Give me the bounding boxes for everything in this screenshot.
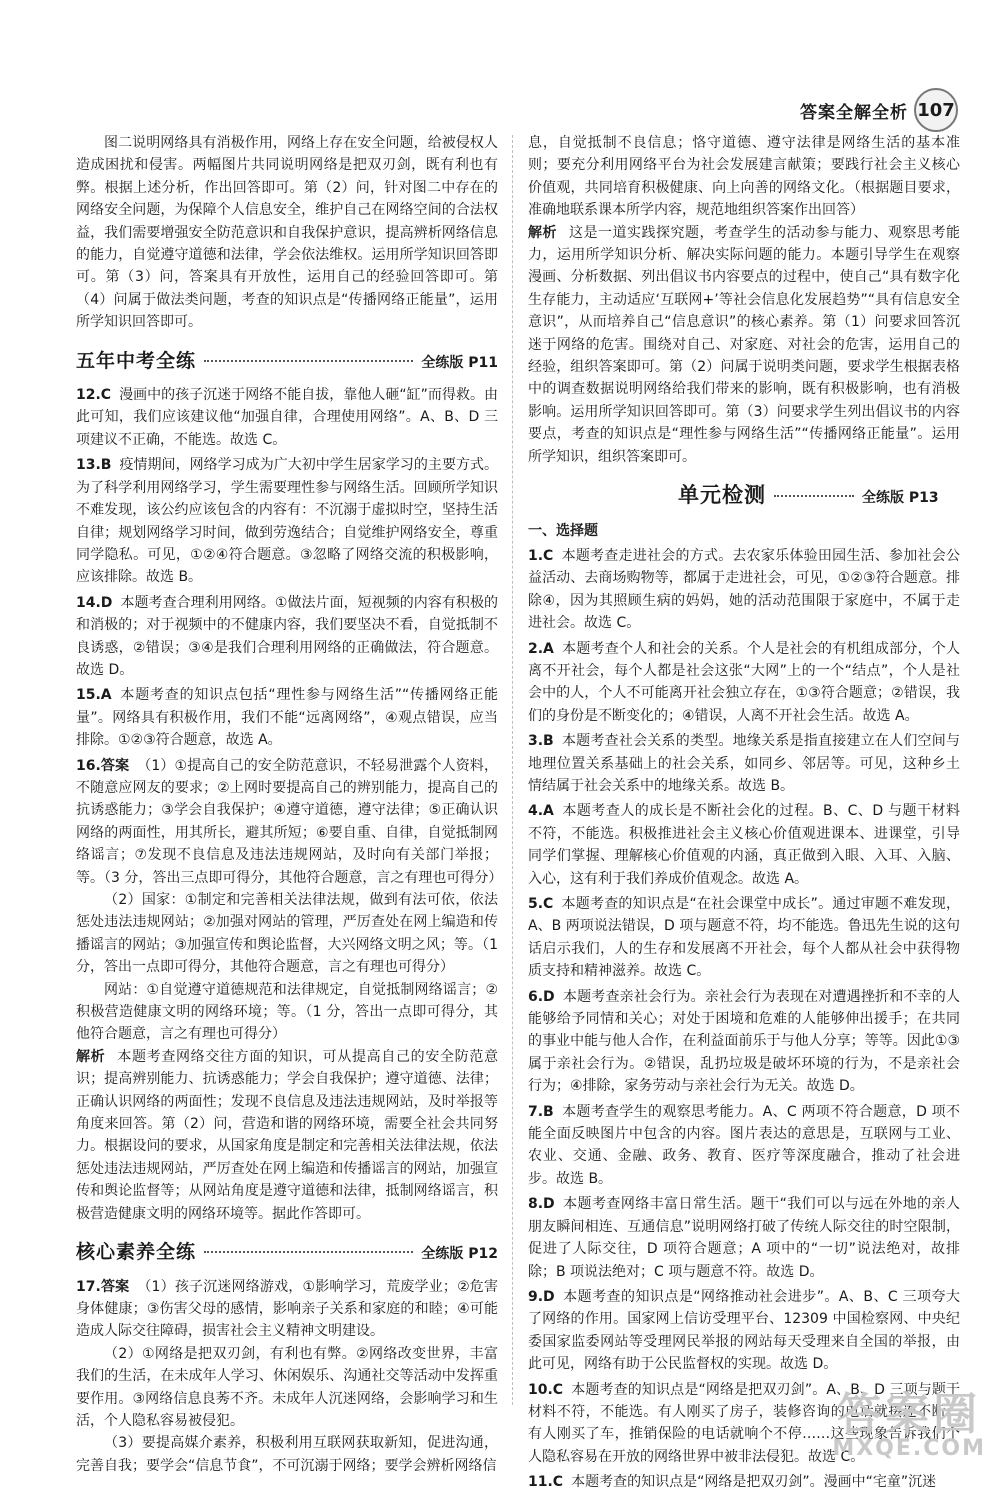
answer-item [76, 384, 498, 451]
dotted-leader [204, 360, 413, 362]
header-title: 答案全解全析 [800, 102, 908, 123]
item-number: 2.A [528, 640, 554, 657]
item-number: 1.C [528, 547, 554, 564]
answer-item [528, 1101, 960, 1191]
answer-part: （2）①网络是把双刃剑，有利也有弊。②网络改变世界，丰富我们的生活，在未成年人学习、休闲娱乐、沟通社交等活动中发挥重要作用。③网络信息良莠不齐。未成年人沉迷网络，会影响学习和生活，个人隐私容易被侵犯。 [76, 1345, 498, 1429]
analysis-tag: 解析 [76, 1048, 106, 1065]
section-title: 核心素养全练 [76, 1241, 197, 1264]
item-number: 16.答案 [76, 757, 130, 774]
answer-item [528, 1193, 960, 1283]
analysis-paragraph [76, 1046, 498, 1225]
watermark-text: 答案圈 [837, 1389, 982, 1440]
answer-item [76, 684, 498, 751]
section-title: 五年中考全练 [76, 349, 197, 372]
item-text: 本题考查学生的观察思考能力。A、C 两项不符合题意，D 项不能全面反映图片中包含的内容。图片表达的意思是，互联网与工业、农业、交通、金融、政务、教育、医疗等深度融合，推动了社会进步。故选 B。 [528, 1103, 960, 1187]
page-number: 107 [914, 88, 958, 132]
left-continuation: 图二说明网络具有消极作用，网络上存在安全问题，给被侵权人造成困扰和侵害。两幅图片共同说明网络是把双刃剑，既有利也有弊。根据上述分析，作出回答即可。第（2）问，针对图二中存在的网络安全问题，为保障个人信息安全，维护自己在网络空间的合法权益，我们需要增强安全防范意识和自我保护意识，提高辨析网络信息的能力，自觉遵守道德和法律，学会依法维权。运用所学知识回答即可。第（3）问，答案具有开放性，运用自己的经验回答即可。第（4）问属于做法类问题，考查的知识点是“传播网络正能量”，运用所学知识回答即可。 [76, 135, 498, 331]
item-text: （1）孩子沉迷网络游戏，①影响学习，荒废学业；②危害身体健康；③伤害父母的感情，影响亲子关系和家庭的和睦；④可能造成人际交往障碍，损害社会主义精神文明建设。 [76, 1278, 498, 1340]
watermark-url: MXQE.COM [832, 1436, 986, 1461]
dotted-leader [204, 1251, 413, 1253]
answer-item [528, 1286, 960, 1376]
item-number: 5.C [528, 896, 554, 912]
section-header-five-year [76, 350, 498, 374]
answer-item [76, 454, 498, 588]
item-text: 本题考查人的成长是不断社会化的过程。B、C、D 与题干材料不符，不能选。积极推进社会主义核心价值观进课本、进课堂，引导同学们掌握、理解核心价值观的内涵，真正做到入眼、入耳、入脑、入心，这有利于我们养成价值观念。故选 A。 [528, 803, 960, 887]
item-number: 7.B [528, 1103, 554, 1120]
right-continuation: 息，自觉抵制不良信息；恪守道德、遵守法律是网络生活的基本准则；要充分利用网络平台为社会发展建言献策；要践行社会主义核心价值观，共同培育积极健康、向上向善的网络文化。（根据题目要求，准确地联系课本所学内容，规范地组织答案作出回答） [528, 135, 960, 219]
item-text: 漫画中的孩子沉迷于网络不能自拔，靠他人砸“缸”而得救。由此可知，我们应该建议他“加强自律，合理使用网络”。A、B、D 三项建议不正确，不能选。故选 C。 [76, 387, 498, 448]
analysis-text: 这是一道实践探究题，考查学生的活动参与能力、观察思考能力，运用所学知识分析、解决实际问题的能力。本题引导学生在观察漫画、分析数据、列出倡议书内容要点的过程中，使自己“具有数字化生存能力，主动适应‘互联网+’等社会信息化发展趋势”“具有信息安全意识”，从而培养自己“信息意识”的核心素养。第（1）问要求回答沉迷于网络的危害。围绕对自己、对家庭、对社会的危害，运用自己的经验，组织答案即可。第（2）问属于说明类问题，要求学生根据表格中的调查数据说明网络给我们带来的影响，既有积极影响，也有消极影响。运用所学知识回答即可。第（3）问要求学生列出倡议书的内容要点，考查的知识点是“理性参与网络生活”“传播网络正能量”。运用所学知识，组织答案即可。 [528, 224, 960, 465]
answer-item [76, 1276, 498, 1343]
column-divider [512, 135, 513, 1405]
dotted-leader [774, 495, 854, 497]
item-text: 本题考查个人和社会的关系。个人是社会的有机组成部分，个人离不开社会，每个人都是社会这张“大网”上的一个“结点”，个人是社会中的人，个人不可能离开社会独立存在，①③符合题意；②错误，我们的身份是不断变化的；④错误，人离不开社会生活。故选 A。 [528, 640, 960, 724]
item-text: 本题考查的知识点包括“理性参与网络生活”“传播网络正能量”。网络具有积极作用，我们不能“远离网络”，④观点错误，应当排除。①②③符合题意，故选 A。 [76, 687, 498, 749]
answer-item [528, 800, 960, 890]
watermark-logo [832, 1378, 986, 1461]
item-number: 17.答案 [76, 1278, 130, 1295]
item-number: 9.D [528, 1288, 555, 1305]
section-header-unit-test [528, 484, 960, 509]
item-number: 14.D [76, 594, 113, 611]
item-text: 本题考查的知识点是“网络是把双刃剑”。A、B、D 三项与题干材料不符，不能选。有人刚买了房子，装修咨询的电话就接连不断；有人刚买了车，推销保险的电话就响个不停……这些现象告诉我们个人隐私容易在开放的网络世界中被非法侵犯。故选 C。 [528, 1381, 960, 1465]
item-number: 3.B [528, 733, 554, 750]
item-number: 4.A [528, 803, 554, 820]
item-text: 本题考查走进社会的方式。去农家乐体验田园生活、参加社会公益活动、去商场购物等，都属于走进社会，可见，①②③符合题意。排除④，因为其照顾生病的妈妈，她的活动范围限于家庭中，不属于走进社会。故选 C。 [528, 547, 960, 632]
answer-part: （2）国家：①制定和完善相关法律法规，做到有法可依，依法惩处违法违规网站；②加强对网站的管理，严厉查处在网上编造和传播谣言的网站；③加强宣传和舆论监督，大兴网络文明之风；等。（1 分，答出一点即可得分，其他符合题意，言之有理也可得分） [76, 892, 498, 976]
item-text: 本题考查合理利用网络。①做法片面，短视频的内容有积极的和消极的；对于视频中的不健康内容，我们要坚决不看，自觉抵制不良诱惑，②错误；③④是我们合理利用网络的正确做法，符合题意。故选 D。 [76, 594, 498, 678]
section-ref: 全练版 P13 [862, 490, 939, 507]
page-header [800, 88, 958, 132]
item-text: 本题考查网络丰富日常生活。题干“我们可以与远在外地的亲人朋友瞬间相连、互通信息”说明网络打破了传统人际交往的时空限制，促进了人际交往，D 项符合题意；A 项中的“一切”说法绝对，故排除；B 项说法绝对；C 项与题意不符。故选 D。 [528, 1196, 960, 1280]
answer-item [76, 592, 498, 682]
answer-item [528, 638, 960, 728]
answer-item [528, 1471, 960, 1493]
item-text: 本题考查的知识点是“在社会课堂中成长”。通过审题不难发现，A、B 两项说法错误，D 项与题意不符，均不能选。鲁迅先生说的这句话启示我们，人的生存和发展离不开社会，每个人都从社会中获得物质支持和精神滋养。故选 C。 [528, 896, 960, 980]
item-text: （1）①提高自己的安全防范意识，不轻易泄露个人资料，不随意应网友的要求；②上网时要提高自己的辨别能力，提高自己的抗诱惑能力；③学会自我保护；④遵守道德，遵守法律；⑤正确认识网络的两面性，用其所长，避其所短；⑥要自重、自律，自觉抵制网络谣言；⑦发现不良信息及违法违规网站，及时向有关部门举报；等。（3 分，答出三点即可得分，其他符合题意，言之有理也可得分） [76, 757, 503, 886]
item-number: 6.D [528, 988, 555, 1005]
section-title: 单元检测 [678, 483, 766, 508]
analysis-text: 本题考查网络交往方面的知识，可从提高自己的安全防范意识；提高辨别能力、抗诱惑能力；学会自我保护；遵守道德、法律；正确认识网络的两面性；发现不良信息及违法违规网站，及时举报等角度来回答。第（2）问，营造和谐的网络环境，需要全社会共同努力。根据设问的要求，从国家角度是制定和完善相关法律法规，依法惩处违法违规网站，严厉查处在网上编造和传播谣言的网站，加强宣传和舆论监督等；从网站角度是遵守道德和法律，抵制网络谣言，积极营造健康文明的网络环境等。据此作答即可。 [76, 1048, 499, 1222]
section-ref: 全练版 P11 [421, 354, 498, 371]
answer-item [76, 755, 503, 889]
item-number: 12.C [76, 387, 112, 404]
item-text: 本题考查的知识点是“网络是把双刃剑”。漫画中“宅童”沉迷 [571, 1474, 937, 1491]
item-number: 10.C [528, 1381, 564, 1398]
answer-item [528, 893, 960, 983]
item-text: 本题考查亲社会行为。亲社会行为表现在对遭遇挫折和不幸的人能够给予同情和关心；对处于困境和危难的人能够伸出援手；在共同的事业中能与他人合作，在利益面前乐于与他人分享；等等。因此①③属于亲社会行为。②错误，乱扔垃圾是破坏环境的行为，不是亲社会行为；④排除，家务劳动与亲社会行为无关。故选 D。 [528, 988, 960, 1095]
section-header-core [76, 1241, 498, 1265]
section-ref: 全练版 P12 [421, 1246, 498, 1263]
item-number: 8.D [528, 1196, 555, 1213]
answer-item [528, 545, 960, 635]
item-number: 13.B [76, 457, 112, 474]
item-text: 本题考查的知识点是“网络推动社会进步”。A、B、C 三项夸大了网络的作用。国家网上信访受理平台、12309 中国检察网、中央纪委国家监委网站等受理网民举报的网站每天受理来自全国的举报，由此可见，网络有助于公民监督权的实现。故选 D。 [528, 1288, 960, 1373]
item-text: 疫情期间，网络学习成为广大初中学生居家学习的主要方式。为了科学利用网络学习，学生需要理性参与网络生活。回顾所学知识不难发现，该公约应该包含的内容有：不沉溺于虚拟时空，坚持生活自律；规划网络学习时间，做到劳逸结合；自觉维护网络安全，尊重同学隐私。可见，①②④符合题意。③忽略了网络交流的积极影响，应该排除。故选 B。 [76, 457, 498, 586]
analysis-paragraph [528, 222, 960, 468]
answer-item [528, 986, 960, 1098]
answer-part: （3）要提高媒介素养，积极利用互联网获取新知，促进沟通，完善自我；要学会“信息节食”，不可沉溺于网络；要学会辨析网络信 [76, 1435, 498, 1474]
item-number: 11.C [528, 1474, 564, 1491]
answer-item [528, 730, 960, 797]
answer-part: 网站：①自觉遵守道德规范和法律规定，自觉抵制网络谣言；②积极营造健康文明的网络环境；等。（1 分，答出一点即可得分，其他符合题意，言之有理也可得分） [76, 981, 498, 1043]
left-column [76, 132, 503, 1477]
item-text: 本题考查社会关系的类型。地缘关系是指直接建立在人们空间与地理位置关系基础上的社会关系，如同乡、邻居等。可见，这种乡土情结属于社会关系中的地缘关系。故选 B。 [528, 733, 960, 794]
item-number: 15.A [76, 687, 112, 704]
right-column [528, 132, 960, 1494]
subsection-title: 一、选择题 [528, 522, 598, 539]
analysis-tag: 解析 [528, 224, 557, 241]
